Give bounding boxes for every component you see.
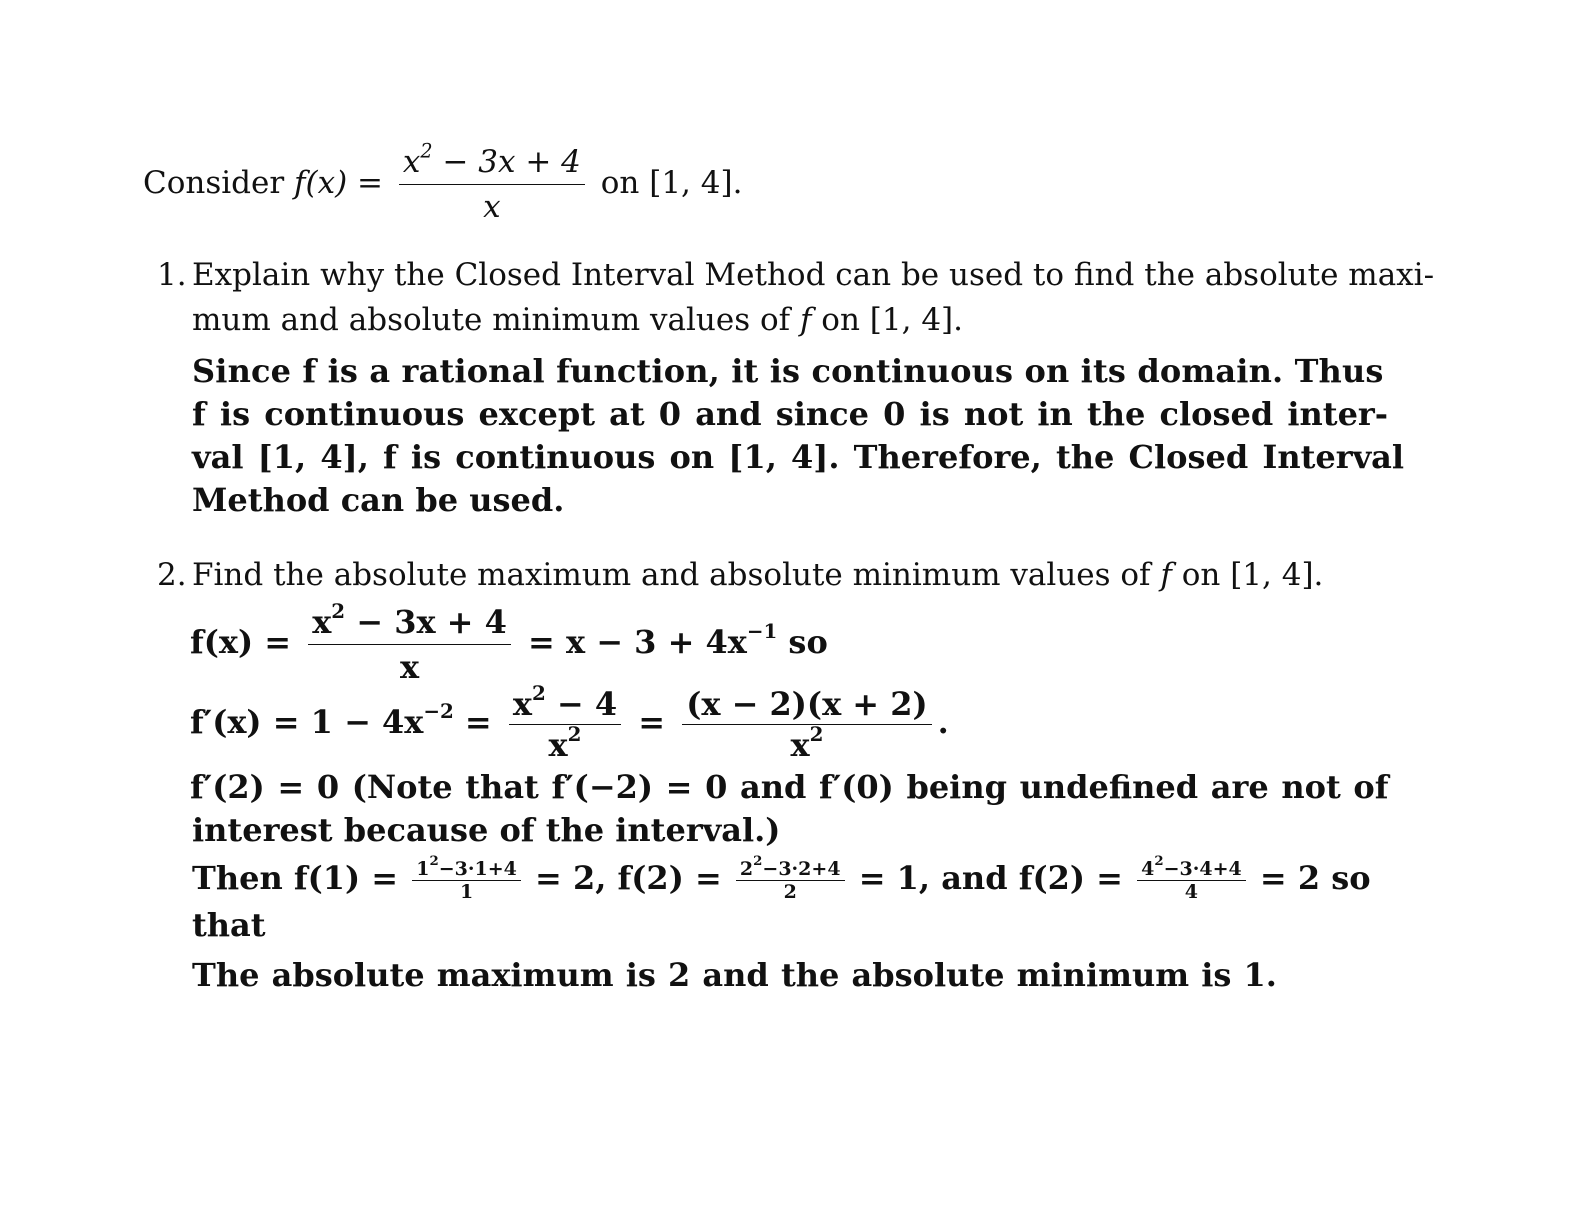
intro-func-arg: (x) = [305,165,384,201]
eq1-denominator: x [400,648,420,686]
q2-equation-1 [190,600,828,689]
eq1-numerator: $x^2 - 3x + 4$ [308,600,511,645]
intro-func-name: f [294,165,306,201]
q2-evaluation-line: Then f(1) = $\frac{1^2-3\cdot 1+4}{1}$ = 2, f(2) = $\frac{2^2-3\cdot 2+4}{2}$ = 1, and f(2) = $\frac{4^2-3\cdot 4+4}{4}$ = 2 so [192,854,1371,903]
q2-evaluation-line2: that [192,906,266,944]
eval-fraction-1-numerator: $1^2-3\cdot 1+4$ [412,858,521,881]
eval-fraction-2 [736,854,845,903]
eval-fraction-1 [412,854,521,903]
eval-fraction-2-denominator: 2 [783,881,797,903]
intro-prefix: Consider [143,165,295,201]
eval-fraction-2-numerator: $2^2-3\cdot 2+4$ [736,858,845,881]
eval-fraction-3 [1137,854,1246,903]
eq2-fraction-2-numerator: (x − 2)(x + 2) [682,684,931,725]
eval-fraction-1-denominator: 1 [459,881,474,903]
q1-marker: 1. [157,257,187,293]
eq1-rhs: = $x - 3 + 4x^{-1}$ so [528,619,828,661]
q2-equation-2 [190,681,949,765]
intro-fraction [399,140,585,229]
q1-answer-line1: Since f is a rational function, it is continuous on its domain. Thus [192,352,1384,390]
q2-marker: 2. [157,557,187,593]
eq1-fraction [308,600,511,689]
intro-suffix: on [1, 4]. [600,165,743,201]
q1-answer-line2: f is continuous except at 0 and since 0 is not in the closed inter- [192,395,1389,433]
eq2-fraction-1 [509,681,621,765]
q2-conclusion: The absolute maximum is 2 and the absolute minimum is 1. [192,956,1277,994]
q1-answer-line4: Method can be used. [192,481,565,519]
eq2-period: . [937,703,949,741]
eq2-lhs: $f'(x) = 1 - 4x^{-2}$ [190,699,454,741]
eq1-lhs: f(x) = [190,623,292,661]
eq2-fraction-1-numerator: $x^2 - 4$ [509,684,621,725]
intro-fraction-denominator: x [483,189,501,225]
q1-text-line1: Explain why the Closed Interval Method can be used to find the absolute maxi- [192,257,1435,293]
eq2-equals-2: = [638,703,666,741]
q2-text: Find the absolute maximum and absolute minimum values of f on [1, 4]. [192,557,1324,593]
q2-note-line1: f′(2) = 0 (Note that f′(−2) = 0 and f′(0) being undefined are not of [190,768,1389,806]
intro-fraction-numerator: $x^2 - 3x + 4$ [399,140,585,185]
eq2-fraction-2 [682,684,931,765]
eq2-fraction-2-denominator: $x^2$ [790,722,824,764]
eval-fraction-3-numerator: $4^2-3\cdot 4+4$ [1137,858,1246,881]
eq2-fraction-1-denominator: $x^2$ [548,722,582,764]
q1-text-line2: mum and absolute minimum values of f on [1, 4]. [192,302,963,338]
q2-note-line2: interest because of the interval.) [192,811,781,849]
intro-line [143,140,742,229]
q1-answer-line3: val [1, 4], f is continuous on [1, 4]. Therefore, the Closed Interval [192,438,1405,476]
eval-fraction-3-denominator: 4 [1184,881,1199,903]
eq2-equals-1: = [464,703,492,741]
